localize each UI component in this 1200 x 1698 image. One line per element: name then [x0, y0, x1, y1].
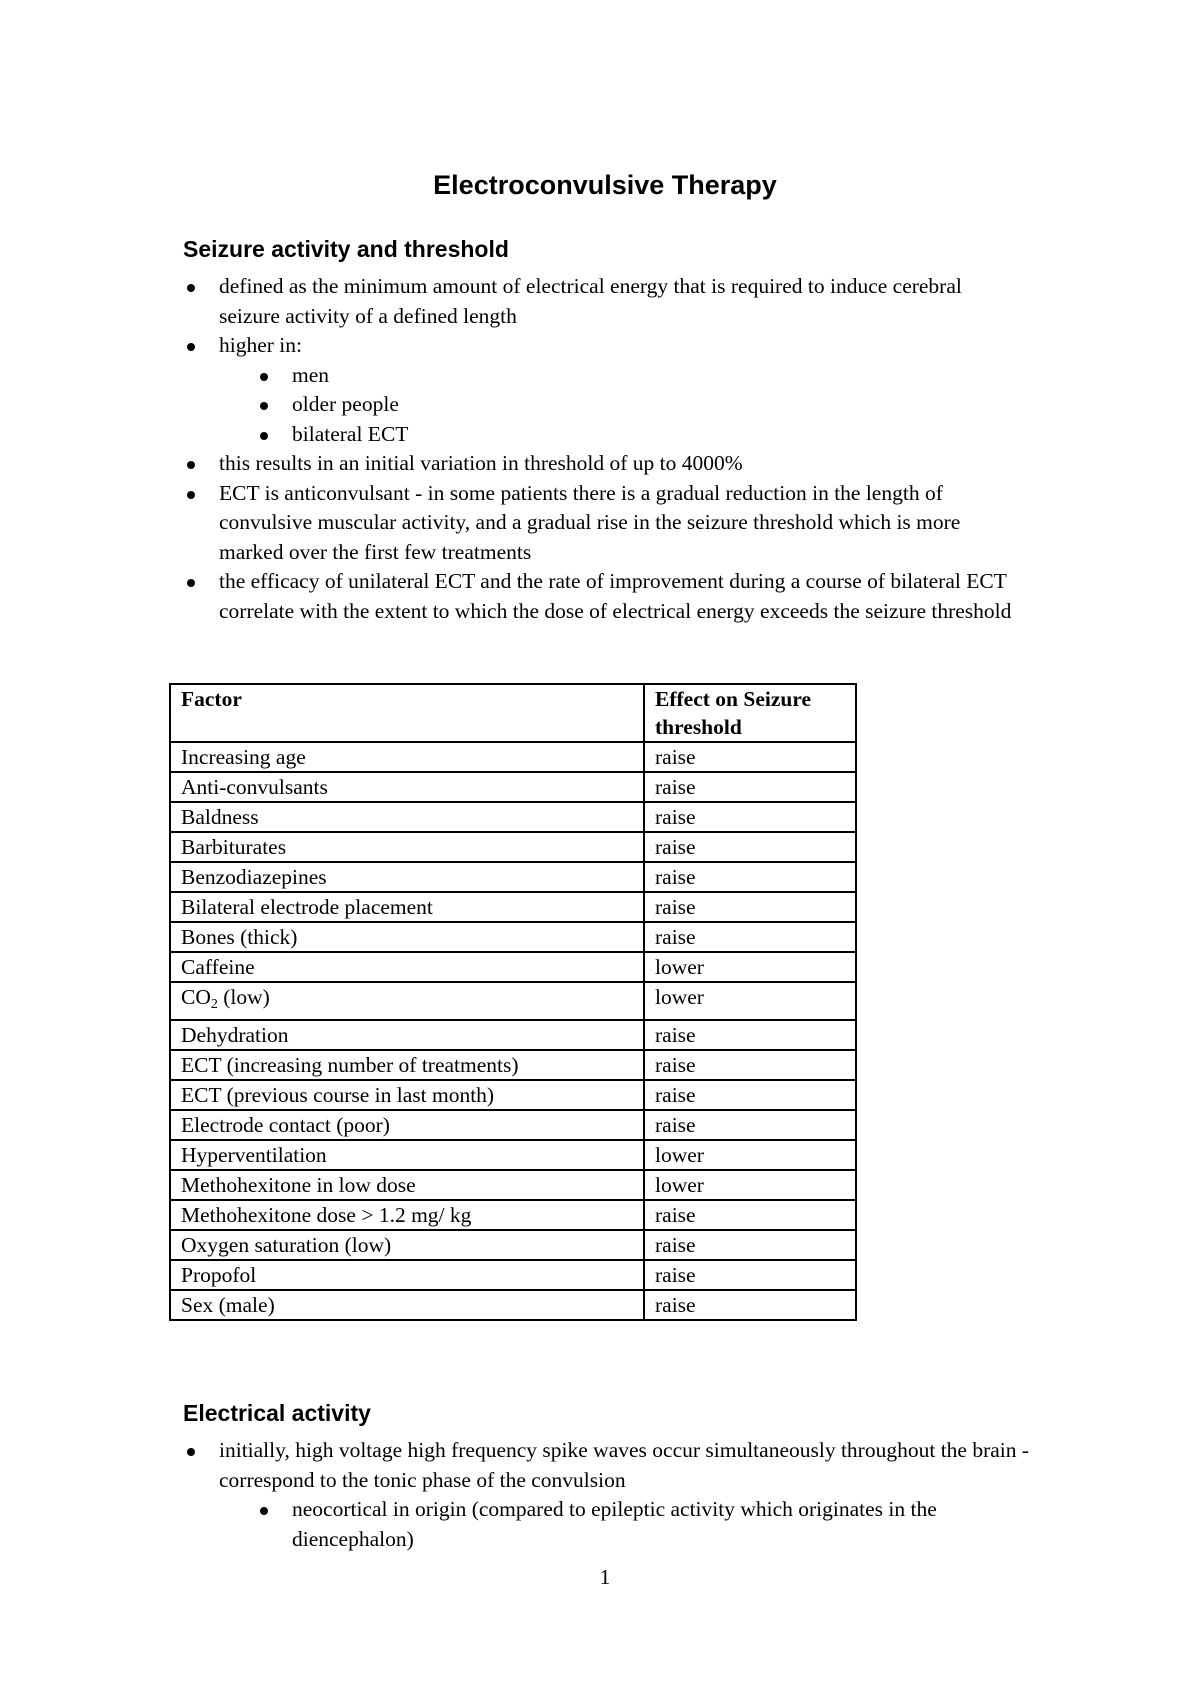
- effect-cell: raise: [644, 1050, 856, 1080]
- table-row: [170, 1140, 856, 1170]
- table-row: [170, 1260, 856, 1290]
- electrical-bullet-list: [183, 1436, 1043, 1554]
- table-row: [170, 862, 856, 892]
- seizure-bullet-list: [183, 272, 1023, 626]
- factor-cell: Hyperventilation: [170, 1140, 644, 1170]
- sub-bullet-item: men: [256, 361, 1023, 391]
- table-row: [170, 1230, 856, 1260]
- co2-suffix: (low): [217, 985, 270, 1009]
- effect-cell: raise: [644, 742, 856, 772]
- table-body: [170, 684, 856, 1320]
- effect-cell: raise: [644, 892, 856, 922]
- table-row: [170, 1200, 856, 1230]
- factor-cell: Baldness: [170, 802, 644, 832]
- page-number: 1: [599, 1565, 611, 1589]
- factor-cell: Methohexitone dose > 1.2 mg/ kg: [170, 1200, 644, 1230]
- sub-bullet-item: neocortical in origin (compared to epileptic activity which originates in the diencephalon): [256, 1495, 1043, 1554]
- electrical-sublist: [219, 1495, 1043, 1554]
- higher-in-sublist: [219, 361, 1023, 450]
- table-row: [170, 772, 856, 802]
- table-row: [170, 832, 856, 862]
- bullet-item: the efficacy of unilateral ECT and the rate of improvement during a course of bilateral ECT correlate with the extent to which the dose of electrical energy exceeds the seizure threshold: [183, 567, 1023, 626]
- effect-cell: raise: [644, 802, 856, 832]
- table-row: [170, 1080, 856, 1110]
- factor-cell: Barbiturates: [170, 832, 644, 862]
- co2-text: CO: [181, 985, 211, 1009]
- factor-cell: Benzodiazepines: [170, 862, 644, 892]
- effect-cell: lower: [644, 1140, 856, 1170]
- effect-cell: raise: [644, 1290, 856, 1320]
- section-heading-seizure: Seizure activity and threshold: [183, 236, 509, 262]
- table-row: [170, 1170, 856, 1200]
- factor-cell: Caffeine: [170, 952, 644, 982]
- table-row: [170, 1290, 856, 1320]
- effect-cell: raise: [644, 1230, 856, 1260]
- table-row: [170, 802, 856, 832]
- effect-cell: raise: [644, 772, 856, 802]
- bullet-item: defined as the minimum amount of electrical energy that is required to induce cerebral seizure activity of a defined length: [183, 272, 1023, 331]
- table-row: [170, 982, 856, 1020]
- factor-cell: Increasing age: [170, 742, 644, 772]
- document-title: Electroconvulsive Therapy: [433, 170, 777, 200]
- seizure-threshold-factors-table: [169, 683, 857, 1321]
- factor-cell: Electrode contact (poor): [170, 1110, 644, 1140]
- bullet-item: initially, high voltage high frequency spike waves occur simultaneously throughout the brain - correspond to the tonic phase of the convulsion neocortical in origin (compared to epileptic activity which originates in the diencephalon): [183, 1436, 1043, 1554]
- bullet-item: this results in an initial variation in threshold of up to 4000%: [183, 449, 1023, 479]
- bullet-item: higher in: men older people bilateral ECT: [183, 331, 1023, 449]
- header-factor: Factor: [170, 684, 644, 742]
- factor-cell: Sex (male): [170, 1290, 644, 1320]
- table-header-row: [170, 684, 856, 742]
- effect-cell: lower: [644, 982, 856, 1020]
- effect-cell: raise: [644, 862, 856, 892]
- factor-cell: Dehydration: [170, 1020, 644, 1050]
- factor-cell: Anti-convulsants: [170, 772, 644, 802]
- factor-cell: Bones (thick): [170, 922, 644, 952]
- sub-bullet-item: older people: [256, 390, 1023, 420]
- factor-cell: ECT (increasing number of treatments): [170, 1050, 644, 1080]
- effect-cell: raise: [644, 922, 856, 952]
- factor-cell: [170, 982, 644, 1020]
- effect-cell: raise: [644, 1020, 856, 1050]
- factor-cell: Methohexitone in low dose: [170, 1170, 644, 1200]
- sub-bullet-item: bilateral ECT: [256, 420, 1023, 450]
- effect-cell: raise: [644, 1260, 856, 1290]
- effect-cell: raise: [644, 1110, 856, 1140]
- factor-cell: Propofol: [170, 1260, 644, 1290]
- factor-cell: Oxygen saturation (low): [170, 1230, 644, 1260]
- table-row: [170, 892, 856, 922]
- table-row: [170, 1110, 856, 1140]
- section-heading-electrical: Electrical activity: [183, 1400, 371, 1426]
- table-row: [170, 922, 856, 952]
- table-row: [170, 952, 856, 982]
- header-effect: Effect on Seizure threshold: [644, 684, 856, 742]
- effect-cell: lower: [644, 1170, 856, 1200]
- effect-cell: raise: [644, 832, 856, 862]
- effect-cell: lower: [644, 952, 856, 982]
- co2-subscript: 2: [210, 997, 218, 1012]
- factor-cell: Bilateral electrode placement: [170, 892, 644, 922]
- table-row: [170, 1050, 856, 1080]
- table-row: [170, 1020, 856, 1050]
- bullet-item: ECT is anticonvulsant - in some patients there is a gradual reduction in the length of convulsive muscular activity, and a gradual rise in the seizure threshold which is more marked over the first few treatments: [183, 479, 1023, 568]
- table-row: [170, 742, 856, 772]
- effect-cell: raise: [644, 1200, 856, 1230]
- effect-cell: raise: [644, 1080, 856, 1110]
- factor-cell: ECT (previous course in last month): [170, 1080, 644, 1110]
